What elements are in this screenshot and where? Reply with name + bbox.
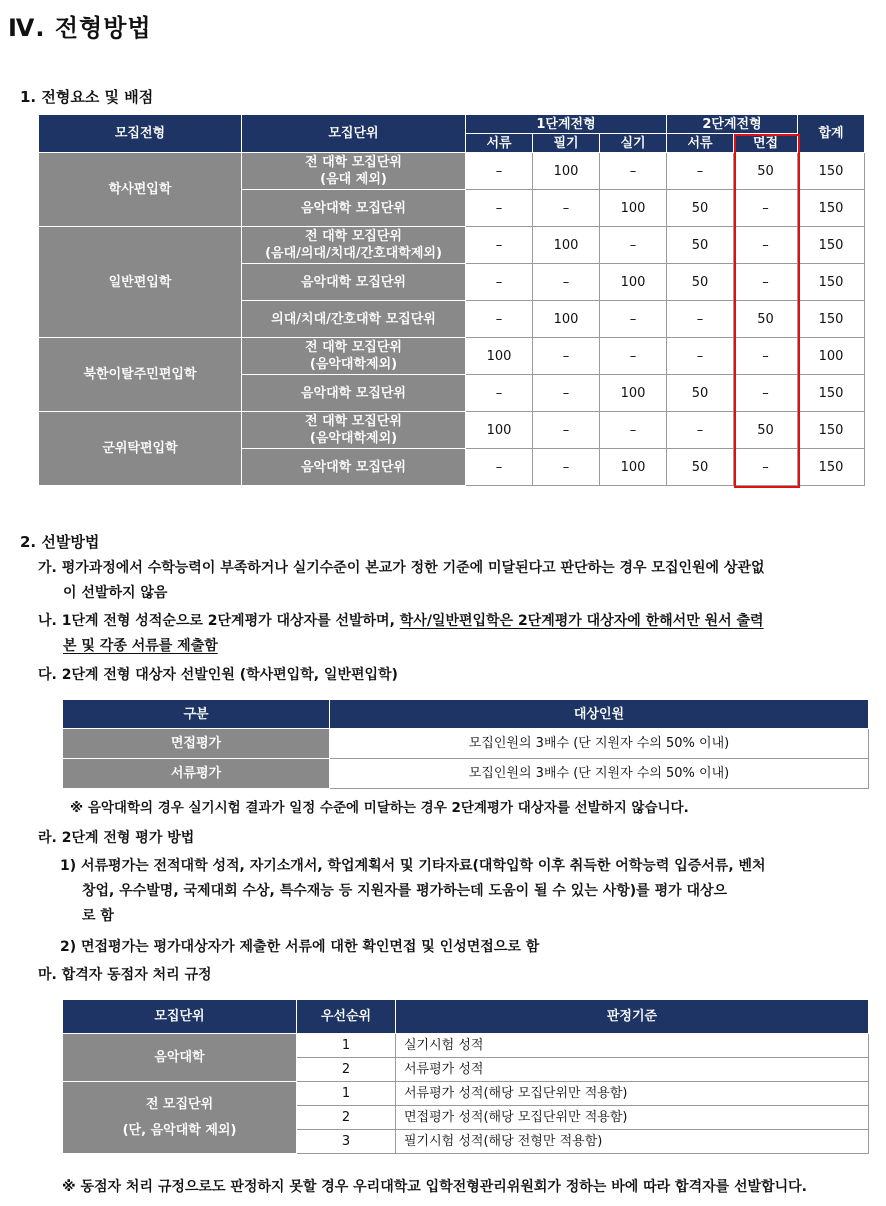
score-s1-written: – [533,449,600,486]
score-s1-written: – [533,412,600,449]
t3-criterion: 서류평가 성적 [396,1058,869,1082]
score-s1-practical: – [600,301,667,338]
score-s2-interview: – [734,227,798,264]
score-total: 150 [798,227,865,264]
score-total: 150 [798,153,865,190]
unit-name: 음악대학 모집단위 [242,449,466,486]
t3-header-unit: 모집단위 [63,1000,297,1034]
score-s2-docs: 50 [667,190,734,227]
score-s1-practical: – [600,153,667,190]
t2-header-type: 구분 [63,700,330,729]
score-s1-practical: – [600,338,667,375]
score-s2-interview: 50 [734,412,798,449]
score-s2-interview: 50 [734,153,798,190]
score-s1-written: – [533,190,600,227]
score-s1-written: – [533,264,600,301]
final-note: ※ 동점자 처리 규정으로도 판정하지 못할 경우 우리대학교 입학전형관리위원회가 정하는 바에 따라 합격자를 선발합니다. [62,1179,807,1195]
score-total: 150 [798,301,865,338]
score-s2-docs: 50 [667,375,734,412]
unit-name: 전 대학 모집단위 (음악대학제외) [242,338,466,375]
section1-heading: 1. 전형요소 및 배점 [20,88,154,106]
score-s2-interview: 50 [734,301,798,338]
score-s2-interview: – [734,338,798,375]
score-s1-practical: – [600,412,667,449]
group-name: 학사편입학 [39,153,242,227]
group-name: 일반편입학 [39,227,242,338]
score-s2-interview: – [734,375,798,412]
item-da: 다. 2단계 전형 대상자 선발인원 (학사편입학, 일반편입학) [38,667,398,683]
t3-rank: 1 [297,1034,396,1058]
t3-criterion: 서류평가 성적(해당 모집단위만 적용함) [396,1082,869,1106]
score-s1-docs: 100 [466,412,533,449]
interview-column-highlight [734,134,800,488]
t3-criterion: 필기시험 성적(해당 전형만 적용함) [396,1130,869,1154]
table2-note: ※ 음악대학의 경우 실기시험 결과가 일정 수준에 미달하는 경우 2단계평가 대상자를 선발하지 않습니다. [70,800,689,816]
item-na: 나. 1단계 전형 성적순으로 2단계평가 대상자를 선발하며, 학사/일반편입학은 2단계평가 대상자에 한해서만 원서 출력 본 및 각종 서류를 제출함 [38,613,764,654]
t2-header-target: 대상인원 [330,700,869,729]
t3-header-rank: 우선순위 [297,1000,396,1034]
unit-name: 전 대학 모집단위 (음대/의대/치대/간호대학제외) [242,227,466,264]
page-title: Ⅳ. 전형방법 [8,14,152,42]
score-total: 150 [798,190,865,227]
score-total: 150 [798,412,865,449]
score-s2-docs: 50 [667,449,734,486]
score-s2-docs: – [667,338,734,375]
header-unit: 모집단위 [242,115,466,153]
score-s1-docs: – [466,301,533,338]
header-stage1: 1단계전형 [466,115,667,134]
header-s1-docs: 서류 [466,134,533,153]
tiebreak-table [62,999,869,1154]
score-s1-docs: – [466,375,533,412]
t3-criterion: 실기시험 성적 [396,1034,869,1058]
score-s1-written: 100 [533,153,600,190]
score-s1-docs: 100 [466,338,533,375]
t3-criterion: 면접평가 성적(해당 모집단위만 적용함) [396,1106,869,1130]
score-s1-docs: – [466,190,533,227]
score-total: 150 [798,449,865,486]
unit-name: 전 대학 모집단위 (음대 제외) [242,153,466,190]
item-ga: 가. 평가과정에서 수학능력이 부족하거나 실기수준이 본교가 정한 기준에 미달된다고 판단하는 경우 모집인원에 상관없 이 선발하지 않음 [38,560,765,601]
t3-rank: 2 [297,1058,396,1082]
score-s1-written: – [533,375,600,412]
t3-header-criterion: 판정기준 [396,1000,869,1034]
item-ma-heading: 마. 합격자 동점자 처리 규정 [38,967,212,983]
score-s2-docs: – [667,301,734,338]
item-ra-2: 2) 면접평가는 평가대상자가 제출한 서류에 대한 확인면접 및 인성면접으로 함 [60,939,540,955]
score-s1-practical: – [600,227,667,264]
t2-value-docs: 모집인원의 3배수 (단 지원자 수의 50% 이내) [330,759,869,789]
unit-name: 음악대학 모집단위 [242,190,466,227]
score-s2-interview: – [734,449,798,486]
item-ra-1: 1) 서류평가는 전적대학 성적, 자기소개서, 학업계획서 및 기타자료(대학입학 이후 취득한 어학능력 입증서류, 벤처 창업, 우수발명, 국제대회 수상, 특수재능 등 지원자를 평가하는데 도움이 될 수 있는 사항)를 평가 대상으 로 함 [60,858,766,924]
score-s2-docs: – [667,412,734,449]
section2-heading: 2. 선발방법 [20,533,100,551]
score-s1-docs: – [466,227,533,264]
header-type: 모집전형 [39,115,242,153]
score-s1-written: 100 [533,227,600,264]
score-s1-practical: 100 [600,264,667,301]
t3-rank: 1 [297,1082,396,1106]
header-s1-practical: 실기 [600,134,667,153]
unit-name: 의대/치대/간호대학 모집단위 [242,301,466,338]
selection-count-table [62,699,869,789]
score-s2-interview: – [734,264,798,301]
score-s1-docs: – [466,264,533,301]
score-s1-practical: 100 [600,375,667,412]
score-s1-practical: 100 [600,190,667,227]
score-s1-practical: 100 [600,449,667,486]
unit-name: 음악대학 모집단위 [242,264,466,301]
score-s2-interview: – [734,190,798,227]
group-name: 군위탁편입학 [39,412,242,486]
score-total: 100 [798,338,865,375]
score-s1-docs: – [466,153,533,190]
t2-value-interview: 모집인원의 3배수 (단 지원자 수의 50% 이내) [330,729,869,759]
score-s1-docs: – [466,449,533,486]
header-s2-interview: 면접 [734,134,798,153]
header-s1-written: 필기 [533,134,600,153]
t3-rank: 3 [297,1130,396,1154]
score-s1-written: – [533,338,600,375]
header-total: 합계 [798,115,865,153]
t2-type-interview: 면접평가 [63,729,330,759]
header-stage2: 2단계전형 [667,115,798,134]
unit-name: 전 대학 모집단위 (음악대학제외) [242,412,466,449]
score-s2-docs: – [667,153,734,190]
score-total: 150 [798,375,865,412]
item-ra-heading: 라. 2단계 전형 평가 방법 [38,830,195,846]
header-s2-docs: 서류 [667,134,734,153]
t3-group-music: 음악대학 [63,1034,297,1082]
score-total: 150 [798,264,865,301]
t3-group-all: 전 모집단위 (단, 음악대학 제외) [63,1082,297,1154]
score-s2-docs: 50 [667,227,734,264]
t2-type-docs: 서류평가 [63,759,330,789]
t3-rank: 2 [297,1106,396,1130]
score-s1-written: 100 [533,301,600,338]
unit-name: 음악대학 모집단위 [242,375,466,412]
group-name: 북한이탈주민편입학 [39,338,242,412]
score-s2-docs: 50 [667,264,734,301]
